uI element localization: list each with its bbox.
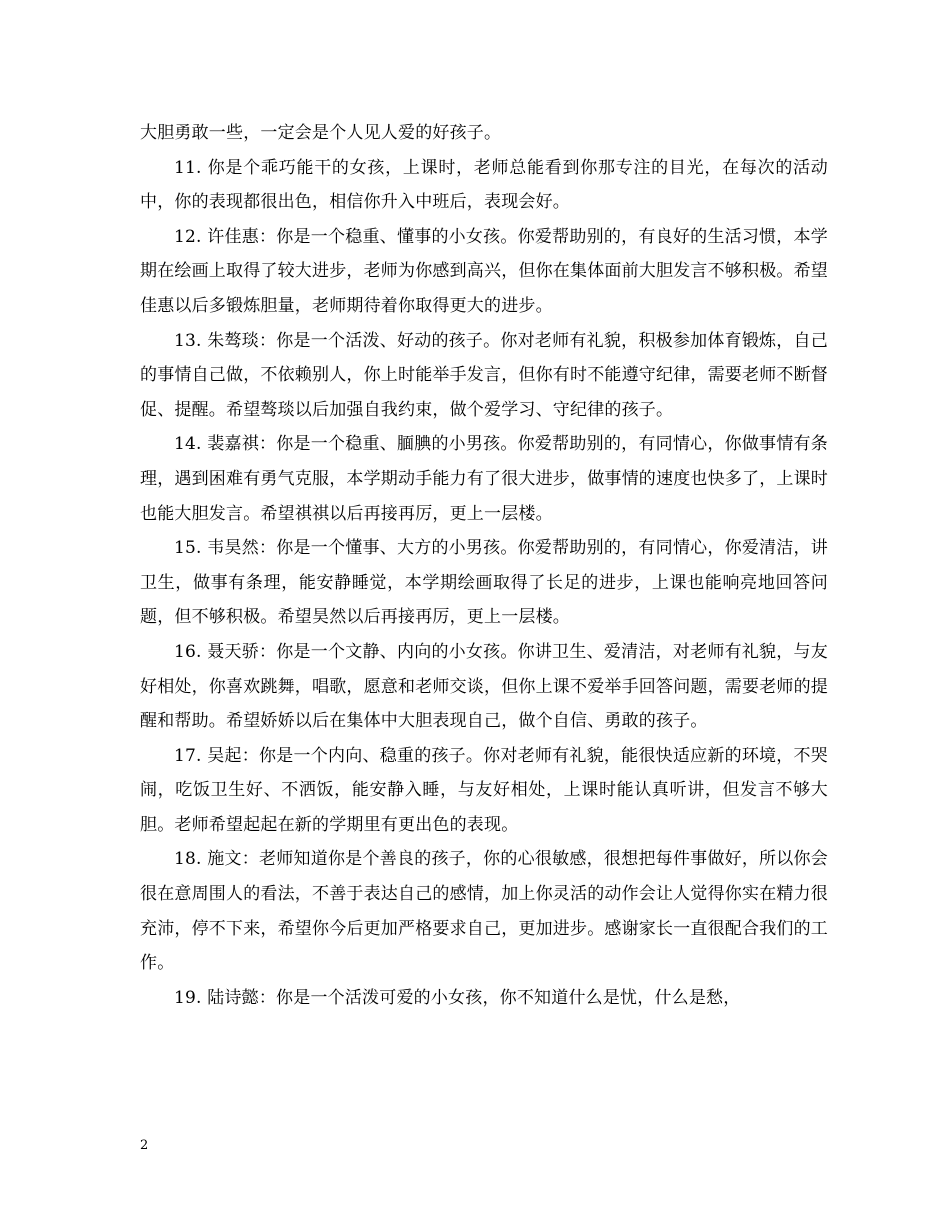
paragraph-comment-13: 13. 朱骜琰：你是一个活泼、好动的孩子。你对老师有礼貌，积极参加体育锻炼，自己的事情自己做，不依赖别人，你上时能举手发言，但你有时不能遵守纪律，需要老师不断督促、提醒。希望骜琰以后加强自我约束，做个爱学习、守纪律的孩子。 <box>140 330 828 420</box>
paragraph-comment-18: 18. 施文：老师知道你是个善良的孩子，你的心很敏感，很想把每件事做好，所以你会很在意周围人的看法，不善于表达自己的感情，加上你灵活的动作会让人觉得你实在精力很充沛，停不下来，希望你今后更加严格要求自己，更加进步。感谢家长一直很配合我们的工作。 <box>140 849 828 974</box>
paragraph-continued: 大胆勇敢一些，一定会是个人见人爱的好孩子。 <box>140 123 502 143</box>
paragraph-comment-19: 19. 陆诗懿：你是一个活泼可爱的小女孩，你不知道什么是忧，什么是愁， <box>174 987 741 1008</box>
page-number: 2 <box>140 1138 149 1153</box>
paragraph-comment-14: 14. 裴嘉祺：你是一个稳重、腼腆的小男孩。你爱帮助别的，有同情心，你做事情有条理，遇到困难有勇气克服，本学期动手能力有了很大进步，做事情的速度也快多了，上课时也能大胆发言。希望祺祺以后再接再厉，更上一层楼。 <box>140 434 828 524</box>
paragraph-comment-11: 11. 你是个乖巧能干的女孩，上课时，老师总能看到你那专注的目光，在每次的活动中，你的表现都很出色，相信你升入中班后，表现会好。 <box>140 157 828 213</box>
paragraph-comment-17: 17. 吴起：你是一个内向、稳重的孩子。你对老师有礼貌，能很快适应新的环境，不哭闹，吃饭卫生好、不洒饭，能安静入睡，与友好相处，上课时能认真听讲，但发言不够大胆。老师希望起起在新的学期里有更出色的表现。 <box>140 745 828 835</box>
paragraph-comment-12: 12. 许佳惠：你是一个稳重、懂事的小女孩。你爱帮助别的，有良好的生活习惯，本学期在绘画上取得了较大进步，老师为你感到高兴，但你在集体面前大胆发言不够积极。希望佳惠以后多锻炼胆量，老师期待着你取得更大的进步。 <box>140 226 828 316</box>
paragraph-comment-15: 15. 韦昊然：你是一个懂事、大方的小男孩。你爱帮助别的，有同情心，你爱清洁，讲卫生，做事有条理，能安静睡觉，本学期绘画取得了长足的进步，上课也能响亮地回答问题，但不够积极。希望昊然以后再接再厉，更上一层楼。 <box>140 538 828 628</box>
document-body <box>140 116 828 1015</box>
paragraph-comment-16: 16. 聂天骄：你是一个文静、内向的小女孩。你讲卫生、爱清洁，对老师有礼貌，与友好相处，你喜欢跳舞，唱歌，愿意和老师交谈，但你上课不爱举手回答问题，需要老师的提醒和帮助。希望娇娇以后在集体中大胆表现自己，做个自信、勇敢的孩子。 <box>140 641 828 732</box>
